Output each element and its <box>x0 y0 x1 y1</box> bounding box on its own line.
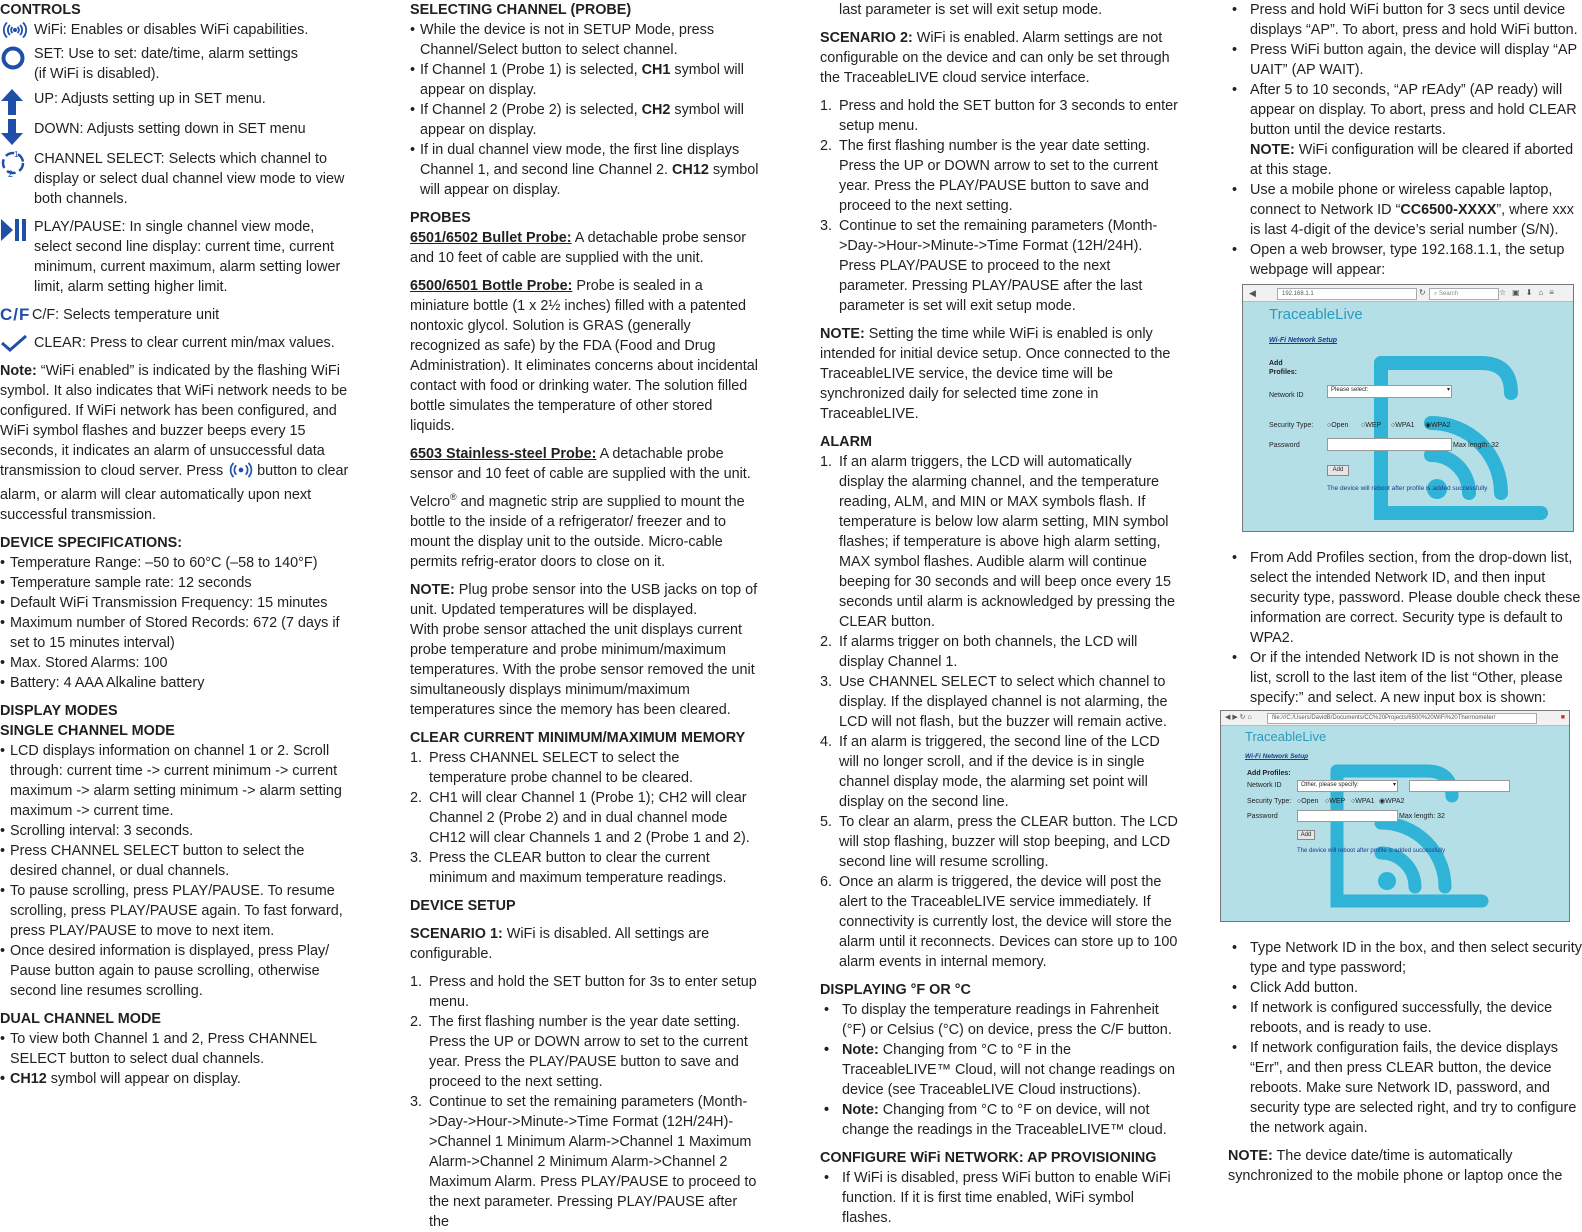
control-wifi <box>0 20 350 40</box>
alarm-heading: ALARM <box>820 434 872 450</box>
network-id-label: Network ID <box>1269 392 1304 399</box>
alarm-step: 5. To clear an alarm, press the CLEAR button. The LCD will stop flashing, buzzer will stop beeping, and LCD second line will resume scrolling. <box>820 814 1178 870</box>
scenario-2-step: 2. The first flashing number is the year date setting. Press the UP or DOWN arrow to set to the current year. Press the PLAY/PAUSE button to save and proceed to the next setting. <box>820 138 1158 214</box>
wifi-step: • From Add Profiles section, from the drop-down list, select the intended Network ID, and then input security type, password. Please double check these information are correct. Security type is default to WPA2. <box>1228 548 1582 648</box>
alarm-step: 4. If an alarm is triggered, the second line of the LCD will no longer scroll, and if the device is in single channel display mode, the alarming set point will display on the second line. <box>820 734 1160 810</box>
select-item: • If Channel 1 (Probe 1) is selected, CH1 symbol will appear on display. <box>410 60 760 100</box>
control-up-text: UP: Adjusts setting up in SET menu. <box>34 91 266 107</box>
scenario-2-step: 1. Press and hold the SET button for 3 seconds to enter setup menu. <box>820 98 1178 134</box>
control-play-pause <box>0 217 350 297</box>
nav-icons: ◀ ▶ ↻ ⌂ <box>1225 714 1252 721</box>
control-cf-text: C/F: Selects temperature unit <box>32 307 220 323</box>
control-clear-text: CLEAR: Press to clear current min/max values. <box>34 335 335 351</box>
reload-icon: ↻ <box>1419 288 1426 297</box>
alarm-step: 3. Use CHANNEL SELECT to select which channel to display. If the displayed channel is not alarming, the LCD will not flash, but the buzzer will remain active. <box>820 674 1168 730</box>
setup-webpage-screenshot-1 <box>1242 284 1574 532</box>
traceable-live-title: TraceableLive <box>1269 306 1363 323</box>
scenario-1-step: 1. Press and hold the SET button for 3s to enter setup menu. <box>410 974 757 1010</box>
wifi-setup-subtitle: Wi-Fi Network Setup <box>1245 753 1309 760</box>
wifi-step: • Open a web browser, type 192.168.1.1, the setup webpage will appear: <box>1228 240 1582 280</box>
security-radio-wpa2[interactable]: ◉WPA2 <box>1425 422 1451 429</box>
wifi-step: • Click Add button. <box>1228 978 1582 998</box>
control-down <box>0 119 350 145</box>
control-set <box>0 44 350 85</box>
select-item: • If Channel 2 (Probe 2) is selected, CH2 symbol will appear on display. <box>410 100 760 140</box>
password-label: Password <box>1269 442 1300 449</box>
sync-note: NOTE: The device date/time is automatically synchronized to the mobile phone or laptop once the <box>1228 1148 1563 1184</box>
steel-probe: 6503 Stainless-steel Probe: A detachable probe sensor and 10 feet of cable are supplied with the unit. <box>410 446 751 482</box>
wifi-icon <box>0 20 34 40</box>
network-id-select[interactable]: Please select: ▾ <box>1327 385 1452 398</box>
play-pause-icon <box>0 217 34 243</box>
security-radio-wep[interactable]: ○WEP <box>1361 422 1382 429</box>
control-channel-select <box>0 149 350 209</box>
max-length-label: Max length: 32 <box>1399 813 1445 820</box>
wifi-step: • Use a mobile phone or wireless capable laptop, connect to Network ID “CC6500-XXXX”, where xxx is last 4-digit of the device’s serial number (S/N). <box>1228 180 1582 240</box>
control-wifi-text: WiFi: Enables or disables WiFi capabilities. <box>34 22 309 38</box>
password-input[interactable] <box>1327 438 1452 451</box>
control-down-text: DOWN: Adjusts setting down in SET menu <box>34 121 306 137</box>
wifi-watermark-icon <box>1317 751 1507 922</box>
wifi-step: • Press and hold WiFi button for 3 secs until device displays “AP”. To abort, press and hold WiFi button. <box>1228 0 1582 40</box>
display-unit-item: • Note: Changing from °C to °F on device, will not change the readings in the TraceableLIVE™ cloud. <box>820 1100 1178 1140</box>
menu-icon: ■ <box>1560 714 1565 721</box>
toolbar-icons: ☆▣⬇⌂≡ <box>1499 288 1560 297</box>
clear-memory-heading: CLEAR CURRENT MINIMUM/MAXIMUM MEMORY <box>410 730 746 746</box>
single-channel-heading: SINGLE CHANNEL MODE <box>0 723 175 739</box>
control-up <box>0 89 350 115</box>
bottle-probe: 6500/6501 Bottle Probe: Probe is sealed in a miniature bottle (1 x 2½ inches) filled with a patented nontoxic glycol. Solution is GRAS (generally recognized as safe) by the FDA (Food and Drug Administration). It eliminates concerns about incidental contact with food or drinking water. The solution filled bottle simulates the temperature of other stored liquids. <box>410 278 758 434</box>
configure-wifi-item: • If WiFi is disabled, press WiFi button to enable WiFi function. If it is first time enabled, WiFi symbol flashes. <box>820 1168 1178 1228</box>
wifi-step: • Or if the intended Network ID is not shown in the list, scroll to the last item of the list “Other, please specify:” and select. A new input box is shown: <box>1228 648 1582 708</box>
security-type-label: Security Type: <box>1269 422 1314 429</box>
scenario-1-step: 3. Continue to set the remaining parameters (Month->Day->Hour->Minute->Time Format (12H/24H)->Channel 1 Minimum Alarm->Channel 1 Maximum Alarm->Channel 2 Minimum Alarm->Channel 2 Maximum Alarm. Press PLAY/PAUSE to proceed to the next parameter. Pressing PLAY/PAUSE after the <box>410 1094 757 1230</box>
browser-bar <box>1221 711 1569 726</box>
wifi-setup-subtitle: Wi-Fi Network Setup <box>1269 337 1337 344</box>
setup-webpage-screenshot-2 <box>1220 710 1570 922</box>
wifi-note: Note: “WiFi enabled” is indicated by the flashing WiFi symbol. It also indicates that WiFi network needs to be configured. If WiFi network has been configured, and WiFi symbol flashes and buzzer beeps every 15 seconds, it indicates an alarm of unsuccessful data transmission to cloud server. Press button to clear alarm, or alarm will clear automatically upon next successful transmission. <box>0 363 349 523</box>
spec-item: • Maximum number of Stored Records: 672 (7 days if set to 15 minutes interval) <box>0 613 350 653</box>
single-item: • Scrolling interval: 3 seconds. <box>0 821 350 841</box>
single-item: • LCD displays information on channel 1 or 2. Scroll through: current time -> current minimum -> current maximum -> alarm setting minimum -> alarm setting maximum -> current time. <box>0 741 350 821</box>
spec-item: • Battery: 4 AAA Alkaline battery <box>0 673 350 693</box>
alarm-step: 1. If an alarm triggers, the LCD will automatically display the alarming channel, and the temperature reading, ALM, and MIN or MAX symbols flash. If temperature is below low alarm setting, MIN symbol flashes; if temperature is above high alarm setting, MAX symbol flashes. Audible alarm will continue beeping for 30 seconds and will beep once every 15 seconds until alarm is acknowledged by pressing the CLEAR button. <box>820 454 1175 630</box>
control-play-pause-text: PLAY/PAUSE: In single channel view mode, select second line display: current time, current minimum, current maximum, alarm setting lower limit, alarm setting higher limit. <box>34 219 341 295</box>
chevron-down-icon: ▾ <box>1392 782 1396 788</box>
security-radio-wpa1[interactable]: ○WPA1 <box>1351 798 1375 805</box>
down-arrow-icon <box>0 119 34 145</box>
dual-channel-heading: DUAL CHANNEL MODE <box>0 1011 161 1027</box>
scenario-1-step: 2. The first flashing number is the year date setting. Press the UP or DOWN arrow to set to the current year. Press the PLAY/PAUSE button to save and proceed to the next setting. <box>410 1014 748 1090</box>
column-4 <box>1225 0 1582 1186</box>
browser-search: ⌕ Search <box>1429 288 1499 300</box>
alarm-step: 2. If alarms trigger on both channels, the LCD will display Channel 1. <box>820 634 1138 670</box>
security-type-label: Security Type: <box>1247 798 1292 805</box>
reboot-message: The device will reboot after profile is added successfully <box>1297 848 1446 854</box>
spec-item: • Max. Stored Alarms: 100 <box>0 653 350 673</box>
spec-item: • Temperature sample rate: 12 seconds <box>0 573 350 593</box>
single-item: • Once desired information is displayed, press Play/ Pause button again to pause scrolling, otherwise second line resumes scrolling. <box>0 941 350 1001</box>
time-note: NOTE: Setting the time while WiFi is enabled is only intended for initial device setup. Once connected to the TraceableLIVE service, the device time will be synchronized daily for selected time zone in TraceableLIVE. <box>820 326 1171 422</box>
password-label: Password <box>1247 813 1278 820</box>
device-setup-heading: DEVICE SETUP <box>410 898 516 914</box>
control-clear <box>0 333 350 353</box>
velcro-paragraph: Velcro® and magnetic strip are supplied to mount the bottle to the inside of a refrigerator/ freezer and to mount the display unit to the outside. Micro-cable permits refrig-erator doors to close on it. <box>410 492 745 570</box>
network-id-label: Network ID <box>1247 782 1282 789</box>
add-profiles-label: Add Profiles: <box>1269 360 1298 376</box>
column-3 <box>820 0 1178 1228</box>
address-bar: file:///C:/Users/DavidB/Documents/CC%20Projects/6500%20WiFi%20Thermometer/ <box>1267 713 1537 724</box>
network-id-custom-input[interactable] <box>1409 780 1510 792</box>
control-cf <box>0 305 350 325</box>
control-channel-select-text: CHANNEL SELECT: Selects which channel to display or select dual channel view mode to view both channels. <box>34 151 345 207</box>
wifi-step: • After 5 to 10 seconds, “AP rEAdy” (AP ready) will appear on display. To abort, press and hold CLEAR button until the device restarts. NOTE: WiFi configuration will be cleared if aborted at this stage. <box>1228 80 1582 180</box>
clear-step: 3. Press the CLEAR button to clear the current minimum and maximum temperature readings. <box>410 850 727 886</box>
scenario-2-step: 3. Continue to set the remaining parameters (Month->Day->Hour->Minute->Time Format (12H/24H). Press PLAY/PAUSE to proceed to the next parameter. Pressing PLAY/PAUSE after the last parameter is set will exit setup mode. <box>820 218 1158 314</box>
display-unit-item: • To display the temperature readings in Fahrenheit (°F) or Celsius (°C) on device, press the C/F button. <box>820 1000 1178 1040</box>
browser-bar <box>1243 285 1573 302</box>
network-id-select[interactable]: Other, please specify: ▾ <box>1297 780 1398 792</box>
wifi-step: • Type Network ID in the box, and then select security type and type password; <box>1228 938 1582 978</box>
security-radio-wpa1[interactable]: ○WPA1 <box>1391 422 1415 429</box>
controls-heading: CONTROLS <box>0 2 81 18</box>
dual-item: • To view both Channel 1 and 2, Press CHANNEL SELECT button to select dual channels. <box>0 1029 350 1069</box>
spec-item: • Temperature Range: –50 to 60°C (–58 to 140°F) <box>0 553 350 573</box>
security-radio-open[interactable]: ○Open <box>1297 798 1319 805</box>
wifi-step: • If network configuration fails, the device displays “Err”, and then press CLEAR button, the device reboots. Make sure Network ID, password, and security type are selected right, and try to configure the network again. <box>1228 1038 1582 1138</box>
alarm-step: 6. Once an alarm is triggered, the device will post the alert to the TraceableLIVE service immediately. If connectivity is currently lost, the device will store the alarm until it reconnects. Devices can store up to 100 alarm events in internal memory. <box>820 874 1178 970</box>
bullet-probe: 6501/6502 Bullet Probe: A detachable probe sensor and 10 feet of cable are supplied with the unit. <box>410 230 746 266</box>
add-button[interactable]: Add <box>1327 465 1349 476</box>
wifi-step: • Press WiFi button again, the device will display “AP UAIT” (AP WAIT). <box>1228 40 1582 80</box>
security-radio-wep[interactable]: ○WEP <box>1325 798 1346 805</box>
column-2 <box>410 0 760 1232</box>
back-icon: ◀ <box>1249 288 1256 298</box>
display-modes-heading: DISPLAY MODES <box>0 703 118 719</box>
clear-step: 1. Press CHANNEL SELECT to select the temperature probe channel to be cleared. <box>410 750 693 786</box>
channel-select-icon <box>0 149 34 179</box>
configure-wifi-heading: CONFIGURE WiFi NETWORK: AP PROVISIONING <box>820 1150 1157 1166</box>
add-button[interactable]: Add <box>1297 830 1315 840</box>
select-item: • If in dual channel view mode, the first line displays Channel 1, and second line Channel 2. CH12 symbol will appear on display. <box>410 140 760 200</box>
specs-heading: DEVICE SPECIFICATIONS: <box>0 535 183 551</box>
probe-note-2: With probe sensor attached the unit displays current probe temperature and probe minimum/maximum temperatures. With the probe sensor removed the unit simultaneously displays minimum/maximum temperatures since the memory has been cleared. <box>410 622 755 718</box>
chevron-down-icon: ▾ <box>1446 387 1450 393</box>
reboot-message: The device will reboot after profile is added successfully <box>1327 485 1488 492</box>
scenario-2: SCENARIO 2: WiFi is enabled. Alarm settings are not configurable on the device and can only be set through the TraceableLIVE cloud service interface. <box>820 30 1170 86</box>
probes-heading: PROBES <box>410 210 471 226</box>
address-bar: 192.168.1.1 <box>1277 288 1417 300</box>
security-radio-wpa2[interactable]: ◉WPA2 <box>1379 798 1405 805</box>
display-unit-item: • Note: Changing from °C to °F in the TraceableLIVE™ Cloud, will not change readings on device (see TraceableLIVE Cloud instructions). <box>820 1040 1178 1100</box>
spec-item: • Default WiFi Transmission Frequency: 15 minutes <box>0 593 350 613</box>
column-1 <box>0 0 350 1089</box>
security-radio-open[interactable]: ○Open <box>1327 422 1349 429</box>
wifi-inline-icon <box>227 461 255 485</box>
max-length-label: Max length: 32 <box>1453 442 1499 449</box>
password-input[interactable] <box>1297 810 1398 822</box>
check-icon <box>0 333 34 353</box>
single-item: • To pause scrolling, press PLAY/PAUSE. To resume scrolling, press PLAY/PAUSE again. To fast forward, press PLAY/PAUSE to move to next item. <box>0 881 350 941</box>
set-ring-icon <box>0 44 34 85</box>
selecting-channel-heading: SELECTING CHANNEL (PROBE) <box>410 2 632 18</box>
up-arrow-icon <box>0 89 34 115</box>
cf-icon: C/F <box>0 305 31 324</box>
dual-item: • CH12 symbol will appear on display. <box>0 1069 350 1089</box>
scenario-1-continued: last parameter is set will exit setup mode. <box>839 2 1103 18</box>
wifi-step: • If network is configured successfully, the device reboots, and is ready to use. <box>1228 998 1582 1038</box>
traceable-live-title: TraceableLive <box>1245 729 1327 744</box>
single-item: • Press CHANNEL SELECT button to select the desired channel, or dual channels. <box>0 841 350 881</box>
svg-text:2: 2 <box>8 169 14 179</box>
clear-step: 2. CH1 will clear Channel 1 (Probe 1); CH2 will clear Channel 2 (Probe 2) and in dual channel mode CH12 will clear Channels 1 and 2 (Probe 1 and 2). <box>410 790 750 846</box>
svg-text:1: 1 <box>14 150 19 159</box>
probe-note: NOTE: Plug probe sensor into the USB jacks on top of unit. Updated temperatures will be displayed. <box>410 582 758 618</box>
add-profiles-label: Add Profiles: <box>1247 770 1291 777</box>
select-item: • While the device is not in SETUP Mode, press Channel/Select button to select channel. <box>410 20 760 60</box>
scenario-1: SCENARIO 1: WiFi is disabled. All settings are configurable. <box>410 926 710 962</box>
control-set-text: SET: Use to set: date/time, alarm settings (if WiFi is disabled). <box>34 46 298 82</box>
display-unit-heading: DISPLAYING °F OR °C <box>820 982 971 998</box>
